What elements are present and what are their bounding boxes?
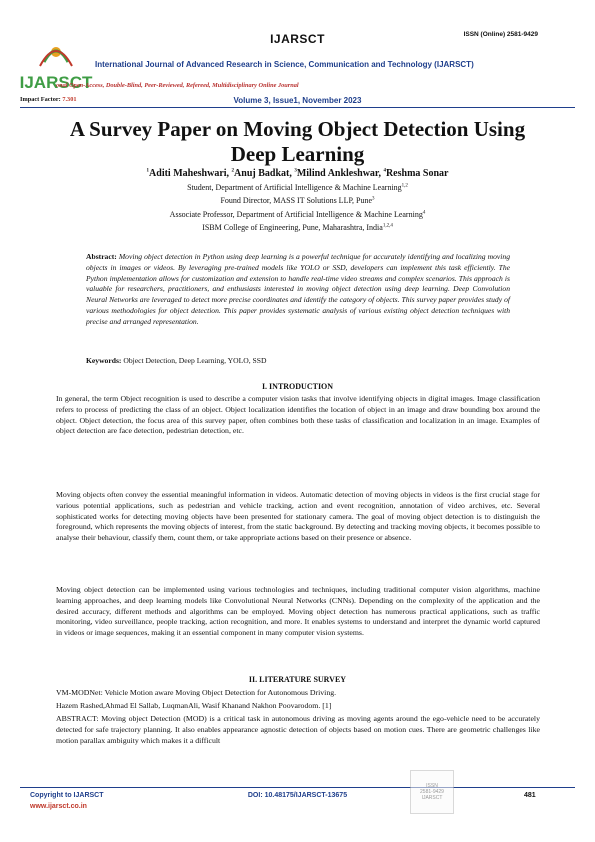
stamp-line-2: 2581-9429 [420, 789, 444, 795]
reference-title: VM-MODNet: Vehicle Motion aware Moving Object Detection for Autonomous Driving. [56, 688, 337, 697]
author-4-name: Reshma Sonar [385, 168, 449, 179]
keywords [86, 356, 266, 365]
header-divider [20, 107, 575, 108]
intro-paragraph-2: Moving objects often convey the essential meaningful information in videos. Automatic detection of moving objects in videos is the first crucial stage for various potential applications, such as pedestrian and vehicle tracking, action and event recognition, annotation of video archives, etc. Several sophisticated works for detecting moving objects have been presented for stationary camera. The goal of moving object detection is to distinguish the foreground, which represents the moving objects of interest, from the static background. By detecting and tracking moving objects, it becomes possible to analyse their behaviour, classify them, count them, or take appropriate actions based on their presence or absence. [56, 490, 540, 543]
footer-copyright: Copyright to IJARSCT [30, 792, 104, 799]
stamp-line-1: ISSN [426, 783, 438, 789]
reference-abstract: ABSTRACT: Moving object Detection (MOD) is a critical task in autonomous driving as moving agents around the ego-vehicle need to be accurately detected for safe trajectory planning. It also enables appearance agnostic detection of objects based on motion cues. There are geometric challenges like motion parallax ambiguity which makes it a difficult [56, 714, 540, 745]
journal-name: International Journal of Advanced Research in Science, Communication and Technology (IJARSCT) [95, 60, 474, 69]
journal-tagline: onal Open-Access, Double-Blind, Peer-Reviewed, Refereed, Multidisciplinary Online Journal [56, 82, 299, 89]
intro-paragraph-3: Moving object detection can be implemented using various technologies and techniques, including traditional computer vision algorithms, machine learning approaches, and deep learning models like Convolutional Neural Networks (CNNs). Depending on the complexity of the application and the desired accuracy, different methods and algorithms can be employed. Moving object detection has numerous practical applications, such as traffic monitoring, video surveillance, people tracking, action recognition, and more. It enables systems to understand and interpret the dynamic world captured in videos or image sequences, making it an essential component in many computer vision systems. [56, 585, 540, 638]
footer-doi: DOI: 10.48175/IJARSCT-13675 [247, 792, 348, 799]
impact-factor-label: Impact Factor: [20, 96, 63, 103]
issn-label: ISSN (Online) 2581-9429 [463, 31, 538, 38]
paper-title-line-2: Deep Learning [230, 142, 365, 166]
abstract-label: Abstract: [86, 252, 119, 261]
affiliation-1: Student, Department of Artificial Intelligence & Machine Learning$^{1,2}$ [187, 183, 408, 192]
author-2-name: Anuj Badkat, [234, 168, 295, 179]
journal-brand: IJARSCT [270, 32, 325, 46]
author-2-index: 2 [231, 168, 235, 174]
stamp-line-3: IJARSCT [421, 795, 443, 801]
keywords-label: Keywords: [86, 356, 124, 365]
paper-title-line-1: A Survey Paper on Moving Object Detection Using [69, 117, 526, 141]
affiliation-2: Found Director, MASS IT Solutions LLP, Pune$^3$ [220, 196, 375, 205]
footer-divider [20, 787, 575, 788]
author-3-index: 3 [294, 168, 297, 174]
volume-issue: Volume 3, Issue1, November 2023 [233, 96, 362, 105]
section-heading-introduction: I. INTRODUCTION [261, 382, 334, 391]
page-number: 481 [524, 792, 536, 799]
paper-title [40, 117, 555, 167]
author-4-index: 4 [383, 168, 386, 174]
intro-paragraph-1: In general, the term Object recognition is used to describe a computer vision tasks that involve identifying objects in digital images. Image classification refers to process of predicting the class of an object. Object localization identifies the location of object in an image and draw bounding box around the object. Object detection, the focus area of this survey paper, often combines both these tasks of classification and localization in an image. Examples of object detection are face detection, pedestrian detection, etc. [56, 394, 540, 436]
section-heading-literature-survey: II. LITERATURE SURVEY [248, 675, 347, 684]
affiliation-3: Associate Professor, Department of Artificial Intelligence & Machine Learning$^4$ [169, 210, 426, 219]
impact-factor-value: 7.301 [62, 96, 77, 103]
affiliation-4: ISBM College of Engineering, Pune, Maharashtra, India$^{1,2,4}$ [202, 223, 393, 232]
author-3-name: Milind Ankleshwar, [296, 168, 384, 179]
keywords-text: Object Detection, Deep Learning, YOLO, SSD [123, 356, 267, 365]
logo-text: IJARSCT [19, 73, 93, 92]
author-1-index: 1 [146, 168, 150, 174]
author-list [0, 168, 595, 179]
reference-authors: Hazem Rashed,Ahmad El Sallab, LuqmanAli, Wasif Khanand Nakhon Poovarodom. [1] [56, 701, 332, 710]
footer-website-link[interactable]: www.ijarsct.co.in [30, 803, 87, 810]
abstract [86, 252, 510, 328]
author-1-name: Aditi Maheshwari, [149, 168, 232, 179]
abstract-text: Moving object detection in Python using deep learning is a powerful technique for accurately identifying and localizing moving objects in images or videos. By leveraging pre-trained models like YOLO or SSD, developers can implement this task efficiently. The Python implementation allows for customization and extension to handle real-time video streams and complex scenarios. This approach is valuable for researchers, practitioners, and enthusiasts interested in moving object detection using deep learning. Deep Convolution Neural Networks are leveraged to detect more precise coordinates and identify the category of objects. This survey paper provides study of various methodologies for object detection. This paper provides systematic analysis of various existing object detection techniques with precise and arranged representation. [86, 252, 510, 326]
journal-logo [18, 36, 94, 100]
